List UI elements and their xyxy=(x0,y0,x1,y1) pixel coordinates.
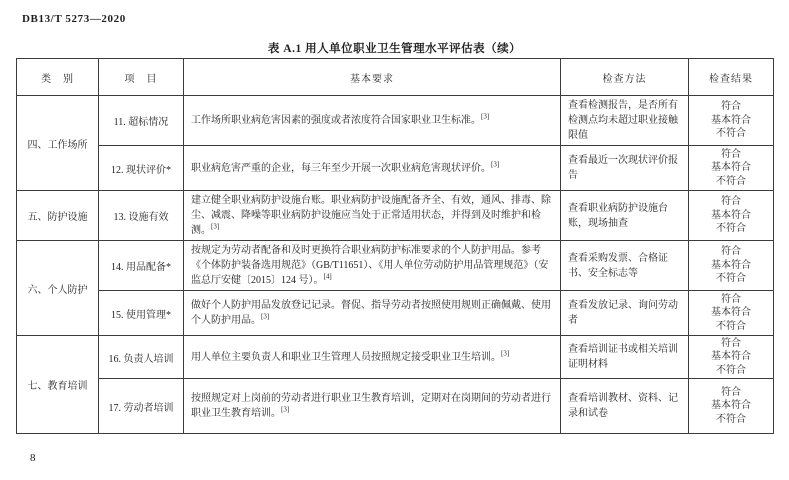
table-row xyxy=(17,241,774,291)
document-code: DB13/T 5273—2020 xyxy=(22,13,126,25)
table-row xyxy=(17,191,774,241)
method-cell: 查看培训证书或相关培训证明材料 xyxy=(561,336,689,379)
footnote-ref: [3] xyxy=(261,312,270,321)
result-option: 基本符合 xyxy=(711,162,751,174)
requirement-text: 工作场所职业病危害因素的强度或者浓度符合国家职业卫生标准。 xyxy=(191,115,481,126)
requirement-cell xyxy=(184,96,561,146)
footnote-ref: [3] xyxy=(481,112,490,121)
requirement-cell xyxy=(184,191,561,241)
assessment-table xyxy=(16,58,774,434)
result-cell xyxy=(689,379,774,434)
page-number: 8 xyxy=(30,452,36,464)
requirement-text: 按照规定对上岗前的劳动者进行职业卫生教育培训，定期对在岗期间的劳动者进行职业卫生教育培训。 xyxy=(191,393,551,419)
result-option: 不符合 xyxy=(716,273,746,285)
item-cell: 11. 超标情况 xyxy=(99,96,184,146)
result-option: 不符合 xyxy=(716,364,746,376)
method-cell: 查看职业病防护设施台账，现场抽查 xyxy=(561,191,689,241)
result-option: 不符合 xyxy=(716,413,746,425)
result-option: 符合 xyxy=(721,337,741,349)
result-cell xyxy=(689,96,774,146)
requirement-cell xyxy=(184,336,561,379)
result-option: 符合 xyxy=(721,196,741,208)
result-cell xyxy=(689,146,774,191)
col-header-item: 项 目 xyxy=(99,59,184,96)
col-header-requirement: 基本要求 xyxy=(184,59,561,96)
result-option: 基本符合 xyxy=(711,307,751,319)
result-option: 符合 xyxy=(721,386,741,398)
footnote-ref: [3] xyxy=(281,405,290,414)
requirement-text: 用人单位主要负责人和职业卫生管理人员按照规定接受职业卫生培训。 xyxy=(191,351,501,363)
requirement-cell xyxy=(184,291,561,336)
requirement-text: 职业病危害严重的企业，每三年至少开展一次职业病危害现状评价。 xyxy=(191,162,491,174)
result-option: 不符合 xyxy=(716,128,746,140)
item-cell: 13. 设施有效 xyxy=(99,191,184,241)
result-option: 基本符合 xyxy=(711,114,751,126)
method-cell: 查看发放记录、询问劳动者 xyxy=(561,291,689,336)
item-cell: 14. 用品配备* xyxy=(99,241,184,291)
category-cell: 五、防护设施 xyxy=(17,191,99,241)
table-row xyxy=(17,379,774,434)
result-cell xyxy=(689,291,774,336)
footnote-ref: [3] xyxy=(501,349,510,358)
col-header-method: 检查方法 xyxy=(561,59,689,96)
footnote-ref: [4] xyxy=(323,272,332,281)
result-option: 符合 xyxy=(721,246,741,258)
col-header-result: 检查结果 xyxy=(689,59,774,96)
footnote-ref: [3] xyxy=(491,160,500,169)
table-row xyxy=(17,291,774,336)
result-option: 符合 xyxy=(721,293,741,305)
requirement-text: 做好个人防护用品发放登记记录。督促、指导劳动者按照使用规则正确佩戴、使用个人防护用品。 xyxy=(191,300,551,326)
requirement-text: 建立健全职业病防护设施台账。职业病防护设施配备齐全、有效，通风、排毒、除尘、减震、降噪等职业病防护设施应当处于正常适用状态，并得到及时维护和检测。 xyxy=(191,195,551,236)
result-cell xyxy=(689,241,774,291)
result-option: 符合 xyxy=(721,101,741,113)
method-cell: 查看检测报告，是否所有检测点均未超过职业接触限值 xyxy=(561,96,689,146)
method-cell: 查看最近一次现状评价报告 xyxy=(561,146,689,191)
result-option: 基本符合 xyxy=(711,259,751,271)
requirement-cell xyxy=(184,241,561,291)
result-option: 不符合 xyxy=(716,320,746,332)
footnote-ref: [3] xyxy=(211,222,220,231)
result-cell xyxy=(689,191,774,241)
method-cell: 查看采购发票、合格证书、安全标志等 xyxy=(561,241,689,291)
col-header-category: 类 别 xyxy=(17,59,99,96)
requirement-text: 按规定为劳动者配备和及时更换符合职业病防护标准要求的个人防护用品。参考《个体防护装备选用规范》（GB/T11651）、《用人单位劳动防护用品管理规范》（安监总厅安健〔2015〕124 号）。 xyxy=(191,245,549,286)
requirement-cell xyxy=(184,379,561,434)
item-cell: 16. 负责人培训 xyxy=(99,336,184,379)
category-cell: 四、工作场所 xyxy=(17,96,99,191)
result-option: 不符合 xyxy=(716,175,746,187)
header-row xyxy=(17,59,774,96)
table-row xyxy=(17,336,774,379)
table-row xyxy=(17,96,774,146)
category-cell: 六、个人防护 xyxy=(17,241,99,336)
table-title: 表 A.1 用人单位职业卫生管理水平评估表（续） xyxy=(267,43,522,55)
method-cell: 查看培训教材、资料、记录和试卷 xyxy=(561,379,689,434)
result-option: 基本符合 xyxy=(711,351,751,363)
result-option: 基本符合 xyxy=(711,400,751,412)
item-cell: 12. 现状评价* xyxy=(99,146,184,191)
category-cell: 七、教育培训 xyxy=(17,336,99,434)
result-option: 基本符合 xyxy=(711,209,751,221)
item-cell: 15. 使用管理* xyxy=(99,291,184,336)
result-option: 符合 xyxy=(721,148,741,160)
result-cell xyxy=(689,336,774,379)
requirement-cell xyxy=(184,146,561,191)
table-row xyxy=(17,146,774,191)
item-cell: 17. 劳动者培训 xyxy=(99,379,184,434)
result-option: 不符合 xyxy=(716,223,746,235)
